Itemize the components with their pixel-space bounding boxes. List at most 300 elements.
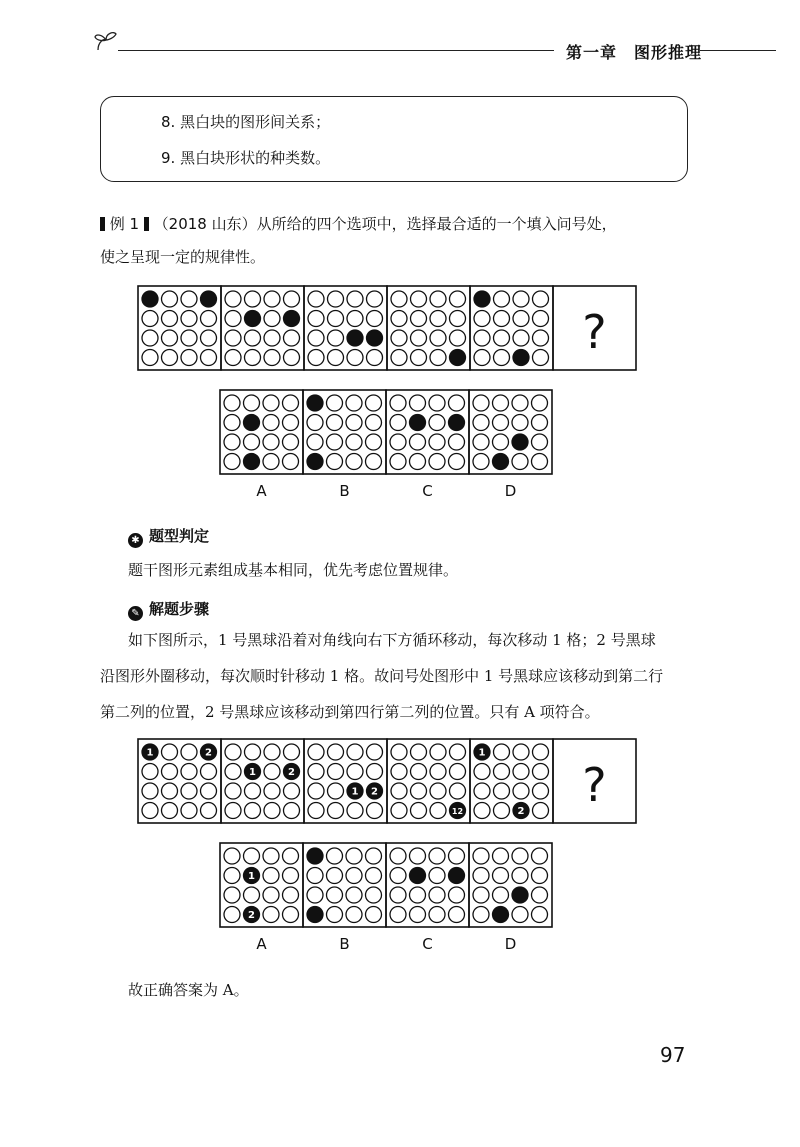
header-rule-left	[118, 50, 554, 51]
option-panel	[469, 843, 552, 927]
white-ball	[429, 887, 445, 903]
white-ball	[142, 783, 158, 799]
white-ball	[264, 803, 280, 819]
white-ball	[263, 434, 279, 450]
white-ball	[493, 887, 509, 903]
white-ball	[366, 868, 382, 884]
white-ball	[225, 783, 241, 799]
white-ball	[473, 868, 489, 884]
white-ball	[533, 311, 549, 327]
white-ball	[328, 783, 344, 799]
example-line-2: 使之呈现一定的规律性。	[100, 248, 266, 266]
white-ball	[366, 415, 382, 431]
white-ball	[390, 454, 406, 470]
white-ball	[474, 330, 490, 346]
white-ball	[224, 434, 240, 450]
white-ball	[308, 311, 324, 327]
white-ball	[225, 350, 241, 366]
white-ball	[224, 454, 240, 470]
white-ball	[327, 868, 343, 884]
white-ball	[245, 350, 261, 366]
white-ball	[142, 764, 158, 780]
white-ball	[366, 848, 382, 864]
white-ball	[308, 783, 324, 799]
white-ball	[494, 350, 510, 366]
white-ball	[410, 434, 426, 450]
white-ball	[263, 454, 279, 470]
option-label: C	[422, 482, 433, 500]
white-ball	[410, 887, 426, 903]
white-ball	[532, 454, 548, 470]
white-ball	[494, 783, 510, 799]
option-panel	[303, 843, 386, 927]
white-ball	[366, 434, 382, 450]
white-ball	[263, 848, 279, 864]
white-ball	[162, 291, 178, 307]
white-ball	[494, 744, 510, 760]
white-ball	[449, 395, 465, 411]
section-steps-heading	[128, 598, 209, 621]
white-ball	[450, 783, 466, 799]
example-heading	[100, 217, 617, 232]
white-ball	[162, 783, 178, 799]
white-ball	[473, 887, 489, 903]
white-ball	[308, 350, 324, 366]
black-ball	[493, 454, 509, 470]
white-ball	[224, 848, 240, 864]
option-panel	[220, 390, 303, 474]
black-ball	[410, 868, 426, 884]
white-ball	[390, 415, 406, 431]
white-ball	[162, 764, 178, 780]
white-ball	[225, 764, 241, 780]
white-ball	[142, 311, 158, 327]
ball-number: 2	[517, 806, 525, 817]
white-ball	[513, 330, 529, 346]
white-ball	[284, 330, 300, 346]
wrench-icon: ✎	[128, 606, 143, 621]
black-ball	[410, 415, 426, 431]
white-ball	[411, 291, 427, 307]
white-ball	[244, 848, 260, 864]
option-label: B	[339, 482, 350, 500]
black-ball	[307, 395, 323, 411]
white-ball	[307, 434, 323, 450]
white-ball	[328, 330, 344, 346]
white-ball	[181, 330, 197, 346]
ball-number: 2	[371, 786, 378, 798]
stem-panel	[138, 739, 221, 823]
section-type-title: 题型判定	[149, 527, 210, 545]
white-ball	[181, 783, 197, 799]
white-ball	[308, 330, 324, 346]
white-ball	[450, 744, 466, 760]
question-mark: ?	[582, 305, 607, 359]
stem-panel	[387, 739, 470, 823]
conclusion: 故正确答案为 A。	[128, 981, 249, 999]
ball-number: 12	[451, 807, 464, 816]
white-ball	[512, 868, 528, 884]
white-ball	[224, 415, 240, 431]
white-ball	[493, 415, 509, 431]
white-ball	[430, 744, 446, 760]
section-type-heading	[128, 525, 209, 548]
white-ball	[532, 434, 548, 450]
white-ball	[513, 783, 529, 799]
white-ball	[264, 350, 280, 366]
white-ball	[327, 848, 343, 864]
option-panel	[386, 843, 469, 927]
white-ball	[181, 744, 197, 760]
white-ball	[327, 887, 343, 903]
white-ball	[284, 350, 300, 366]
white-ball	[450, 311, 466, 327]
white-ball	[346, 848, 362, 864]
white-ball	[181, 311, 197, 327]
white-ball	[245, 783, 261, 799]
white-ball	[473, 434, 489, 450]
white-ball	[224, 907, 240, 923]
black-ball	[307, 848, 323, 864]
white-ball	[450, 330, 466, 346]
header-rule-right	[700, 50, 776, 51]
option-label: D	[504, 935, 517, 953]
white-ball	[327, 454, 343, 470]
white-ball	[411, 330, 427, 346]
black-ball	[142, 291, 158, 307]
white-ball	[494, 311, 510, 327]
white-ball	[328, 350, 344, 366]
white-ball	[512, 454, 528, 470]
white-ball	[284, 744, 300, 760]
white-ball	[181, 291, 197, 307]
white-ball	[201, 783, 217, 799]
white-ball	[244, 434, 260, 450]
white-ball	[263, 415, 279, 431]
white-ball	[244, 887, 260, 903]
white-ball	[328, 311, 344, 327]
white-ball	[430, 783, 446, 799]
white-ball	[513, 311, 529, 327]
white-ball	[308, 744, 324, 760]
white-ball	[347, 764, 363, 780]
section-steps-title: 解题步骤	[149, 600, 210, 618]
steps-line-1: 如下图所示，1 号黑球沿着对角线向右下方循环移动，每次移动 1 格；2 号黑球	[128, 631, 656, 649]
white-ball	[513, 291, 529, 307]
white-ball	[532, 907, 548, 923]
white-ball	[201, 803, 217, 819]
option-label: C	[422, 935, 433, 953]
black-ball	[201, 291, 217, 307]
option-panel	[469, 390, 552, 474]
white-ball	[494, 803, 510, 819]
white-ball	[264, 744, 280, 760]
white-ball	[493, 434, 509, 450]
white-ball	[411, 764, 427, 780]
section-type-body: 题干图形元素组成基本相同，优先考虑位置规律。	[128, 561, 459, 579]
white-ball	[391, 803, 407, 819]
white-ball	[162, 311, 178, 327]
white-ball	[263, 868, 279, 884]
white-ball	[201, 764, 217, 780]
white-ball	[391, 311, 407, 327]
white-ball	[533, 803, 549, 819]
white-ball	[263, 395, 279, 411]
white-ball	[533, 783, 549, 799]
summary-box	[100, 96, 688, 182]
ball-number: 2	[288, 767, 295, 778]
white-ball	[493, 848, 509, 864]
ball-number: 1	[351, 786, 359, 798]
question-mark: ?	[582, 758, 607, 812]
white-ball	[430, 803, 446, 819]
white-ball	[532, 887, 548, 903]
option-label: D	[504, 482, 517, 500]
white-ball	[201, 350, 217, 366]
stem-panel	[221, 739, 304, 823]
white-ball	[327, 395, 343, 411]
white-ball	[347, 291, 363, 307]
white-ball	[513, 744, 529, 760]
steps-line-2: 沿图形外圈移动，每次顺时针移动 1 格。故问号处图形中 1 号黑球应该移动到第二行	[100, 667, 664, 685]
white-ball	[308, 764, 324, 780]
white-ball	[283, 907, 299, 923]
white-ball	[284, 783, 300, 799]
white-ball	[225, 803, 241, 819]
white-ball	[307, 887, 323, 903]
white-ball	[225, 311, 241, 327]
white-ball	[474, 783, 490, 799]
white-ball	[283, 848, 299, 864]
white-ball	[346, 454, 362, 470]
white-ball	[346, 868, 362, 884]
white-ball	[473, 848, 489, 864]
numbered-puzzle-figure	[130, 733, 650, 965]
white-ball	[391, 744, 407, 760]
white-ball	[473, 454, 489, 470]
white-ball	[225, 291, 241, 307]
white-ball	[328, 744, 344, 760]
white-ball	[410, 395, 426, 411]
sprout-icon	[92, 28, 122, 56]
steps-line-3: 第二列的位置，2 号黑球应该移动到第四行第二列的位置。只有 A 项符合。	[100, 703, 600, 721]
black-ball	[449, 415, 465, 431]
white-ball	[245, 803, 261, 819]
black-ball	[244, 454, 260, 470]
black-ball	[449, 868, 465, 884]
white-ball	[327, 415, 343, 431]
white-ball	[283, 415, 299, 431]
option-panel	[386, 390, 469, 474]
white-ball	[245, 291, 261, 307]
white-ball	[346, 434, 362, 450]
white-ball	[244, 395, 260, 411]
stem-panel	[138, 286, 221, 370]
white-ball	[263, 907, 279, 923]
stem-panel	[470, 739, 553, 823]
black-ball	[513, 350, 529, 366]
white-ball	[474, 350, 490, 366]
white-ball	[532, 415, 548, 431]
white-ball	[411, 311, 427, 327]
white-ball	[201, 311, 217, 327]
white-ball	[391, 291, 407, 307]
white-ball	[449, 907, 465, 923]
white-ball	[307, 868, 323, 884]
white-ball	[225, 330, 241, 346]
white-ball	[430, 764, 446, 780]
black-ball	[307, 907, 323, 923]
black-ball	[347, 330, 363, 346]
stem-panel	[387, 286, 470, 370]
white-ball	[429, 868, 445, 884]
bar-left	[100, 217, 105, 231]
stem-panel	[470, 286, 553, 370]
white-ball	[367, 291, 383, 307]
white-ball	[346, 907, 362, 923]
black-ball	[493, 907, 509, 923]
white-ball	[429, 454, 445, 470]
white-ball	[328, 803, 344, 819]
white-ball	[474, 803, 490, 819]
white-ball	[449, 454, 465, 470]
white-ball	[532, 848, 548, 864]
chapter-title: 第一章 图形推理	[560, 40, 708, 63]
white-ball	[411, 803, 427, 819]
white-ball	[493, 868, 509, 884]
white-ball	[201, 330, 217, 346]
black-ball	[244, 415, 260, 431]
black-ball	[512, 887, 528, 903]
white-ball	[245, 330, 261, 346]
white-ball	[367, 764, 383, 780]
white-ball	[307, 415, 323, 431]
white-ball	[284, 803, 300, 819]
white-ball	[450, 764, 466, 780]
example-line-1: （2018 山东）从所给的四个选项中，选择最合适的一个填入问号处，	[153, 215, 617, 233]
white-ball	[410, 907, 426, 923]
black-ball	[245, 311, 261, 327]
white-ball	[283, 887, 299, 903]
white-ball	[390, 868, 406, 884]
white-ball	[181, 803, 197, 819]
white-ball	[264, 764, 280, 780]
white-ball	[162, 330, 178, 346]
white-ball	[390, 907, 406, 923]
option-label: A	[256, 935, 267, 953]
bar-right	[144, 217, 149, 231]
white-ball	[367, 744, 383, 760]
white-ball	[366, 887, 382, 903]
ball-number: 2	[205, 747, 212, 759]
white-ball	[430, 330, 446, 346]
white-ball	[391, 783, 407, 799]
white-ball	[410, 848, 426, 864]
white-ball	[367, 311, 383, 327]
black-ball	[307, 454, 323, 470]
black-ball	[512, 434, 528, 450]
white-ball	[533, 330, 549, 346]
ball-number: 1	[249, 767, 256, 778]
example-label: 例 1	[109, 215, 140, 233]
white-ball	[512, 395, 528, 411]
stem-panel	[304, 739, 387, 823]
white-ball	[429, 434, 445, 450]
white-ball	[181, 764, 197, 780]
white-ball	[512, 907, 528, 923]
white-ball	[327, 434, 343, 450]
white-ball	[474, 764, 490, 780]
white-ball	[449, 434, 465, 450]
white-ball	[367, 350, 383, 366]
white-ball	[142, 330, 158, 346]
white-ball	[390, 848, 406, 864]
stem-panel	[304, 286, 387, 370]
white-ball	[391, 330, 407, 346]
white-ball	[391, 350, 407, 366]
white-ball	[410, 454, 426, 470]
white-ball	[473, 395, 489, 411]
ball-number: 1	[248, 871, 255, 882]
white-ball	[493, 395, 509, 411]
white-ball	[264, 330, 280, 346]
white-ball	[284, 291, 300, 307]
black-ball	[450, 350, 466, 366]
white-ball	[283, 868, 299, 884]
white-ball	[513, 764, 529, 780]
white-ball	[532, 868, 548, 884]
white-ball	[328, 764, 344, 780]
white-ball	[224, 395, 240, 411]
white-ball	[411, 783, 427, 799]
black-ball	[367, 330, 383, 346]
white-ball	[533, 744, 549, 760]
ball-number: 1	[478, 747, 486, 759]
white-ball	[283, 434, 299, 450]
white-ball	[181, 350, 197, 366]
option-panel	[220, 843, 303, 927]
summary-line-8: 8. 黑白块的图形间关系；	[161, 113, 331, 131]
white-ball	[347, 311, 363, 327]
white-ball	[346, 395, 362, 411]
white-ball	[411, 350, 427, 366]
white-ball	[308, 291, 324, 307]
white-ball	[366, 395, 382, 411]
white-ball	[390, 434, 406, 450]
summary-line-9: 9. 黑白块形状的种类数。	[161, 149, 331, 167]
white-ball	[142, 803, 158, 819]
ball-number: 2	[248, 910, 255, 921]
white-ball	[533, 350, 549, 366]
white-ball	[142, 350, 158, 366]
white-ball	[328, 291, 344, 307]
white-ball	[283, 395, 299, 411]
puzzle-figure	[130, 280, 650, 512]
white-ball	[366, 907, 382, 923]
stem-panel	[221, 286, 304, 370]
white-ball	[162, 350, 178, 366]
white-ball	[512, 848, 528, 864]
white-ball	[367, 803, 383, 819]
white-ball	[429, 907, 445, 923]
white-ball	[245, 744, 261, 760]
page-number: 97	[660, 1043, 686, 1067]
white-ball	[308, 803, 324, 819]
option-label: A	[256, 482, 267, 500]
white-ball	[449, 887, 465, 903]
white-ball	[532, 395, 548, 411]
white-ball	[512, 415, 528, 431]
